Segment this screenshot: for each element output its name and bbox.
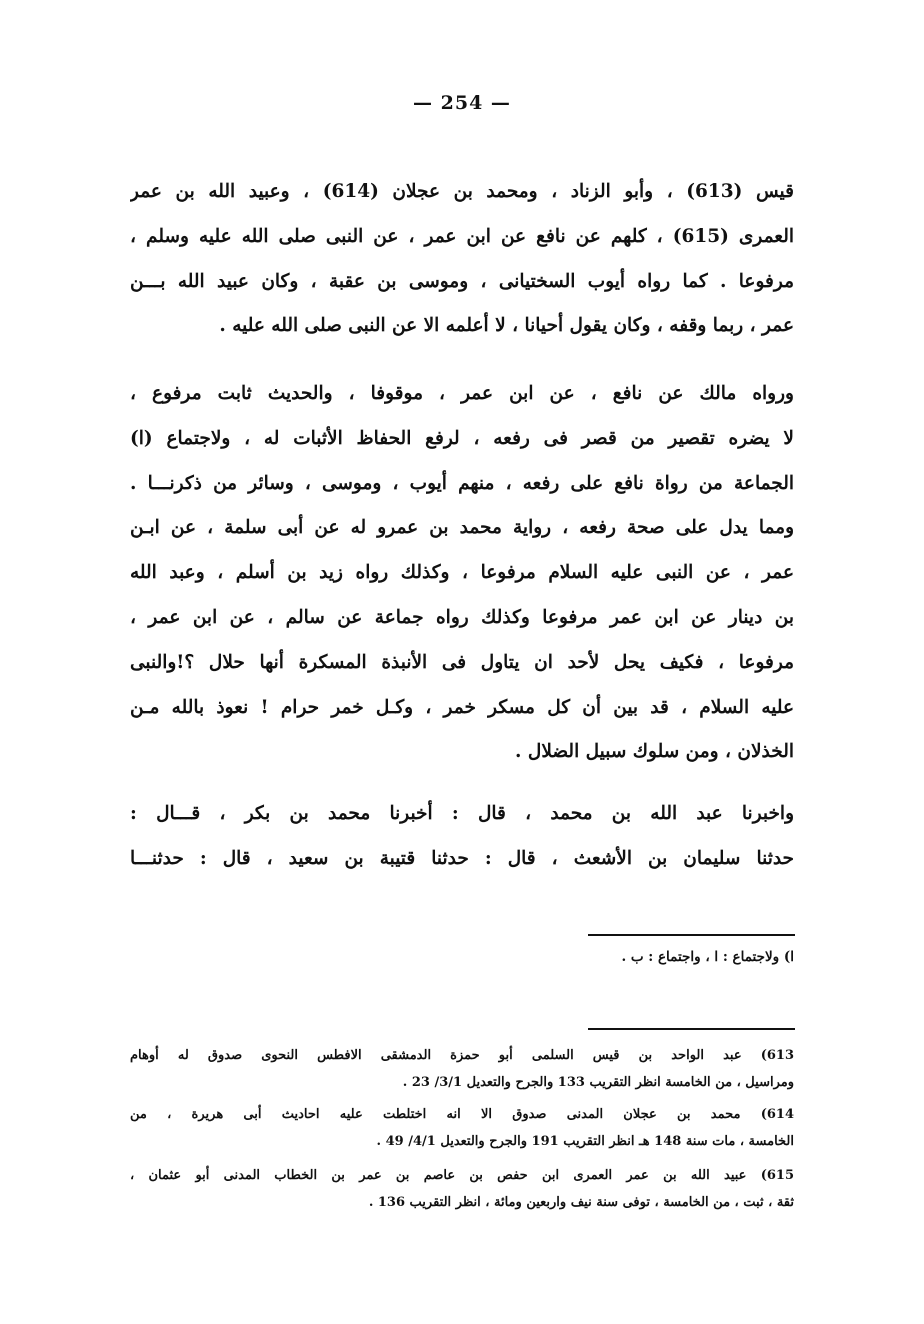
footnote-line: 613) عبد الواحد بن قيس السلمى أبو حمزة الدمشقى الافطس النحوى صدوق له أوهام bbox=[130, 1048, 794, 1063]
footnote-line: ومراسيل ، من الخامسة انظر التقريب 133 والجرح والتعديل 3/1/ 23 . bbox=[402, 1075, 794, 1090]
footnote-614 bbox=[130, 1101, 794, 1155]
footnote-line: 615) عبيد الله بن عمر العمرى ابن حفص بن عاصم بن عمر بن الخطاب المدنى أبو عثمان ، bbox=[130, 1168, 794, 1183]
text-line: ورواه مالك عن نافع ، عن ابن عمر ، موقوفا ، والحديث ثابت مرفوع ، bbox=[130, 383, 794, 404]
footnote-615 bbox=[130, 1162, 794, 1216]
text-line: واخبرنا عبد الله بن محمد ، قال : أخبرنا محمد بن بكر ، قـــال : bbox=[130, 803, 794, 824]
footnotes-divider bbox=[588, 1028, 795, 1030]
text-line: بن دينار عن ابن عمر مرفوعا وكذلك رواه جماعة عن سالم ، عن ابن عمر ، bbox=[130, 606, 794, 628]
paragraph-1 bbox=[130, 170, 794, 349]
footnote-line: ثقة ، ثبت ، من الخامسة ، توفى سنة نيف واربعين ومائة ، انظر التقريب 136 . bbox=[368, 1195, 794, 1210]
text-line: قيس (613) ، وأبو الزناد ، ومحمد بن عجلان (614) ، وعبيد الله بن عمر bbox=[130, 181, 794, 202]
text-line: الخذلان ، ومن سلوك سبيل الضلال . bbox=[515, 741, 794, 763]
text-line: حدثنا سليمان بن الأشعث ، قال : حدثنا قتيبة بن سعيد ، قال : حدثنـــا bbox=[130, 847, 794, 869]
footnote-line: الخامسة ، مات سنة 148 هـ انظر التقريب 191 والجرح والتعديل 4/1/ 49 . bbox=[376, 1134, 794, 1149]
text-line: عليه السلام ، قد بين أن كل مسكر خمر ، وكـل خمر حرام ! نعوذ بالله مـن bbox=[130, 696, 794, 718]
text-line: العمرى (615) ، كلهم عن نافع عن ابن عمر ، عن النبى صلى الله عليه وسلم ، bbox=[130, 225, 794, 247]
text-line: مرفوعا . كما رواه أيوب السختيانى ، وموسى بن عقبة ، وكان عبيد الله بـــن bbox=[130, 270, 794, 292]
text-line: عمر ، عن النبى عليه السلام مرفوعا ، وكذلك رواه زيد بن أسلم ، وعبد الله bbox=[130, 562, 794, 584]
text-line: ومما يدل على صحة رفعه ، رواية محمد بن عمرو له عن أبى سلمة ، عن ابـن bbox=[130, 517, 794, 539]
text-line: عمر ، ربما وقفه ، وكان يقول أحيانا ، لا أعلمه الا عن النبى صلى الله عليه . bbox=[219, 315, 794, 337]
text-line: الجماعة من رواة نافع على رفعه ، منهم أيوب ، وموسى ، وسائر من ذكرنـــا . bbox=[130, 472, 794, 494]
apparatus-note: ا) ولاجتماع : ا ، واجتماع : ب . bbox=[621, 949, 794, 965]
text-line: لا يضره تقصير من قصر فى رفعه ، لرفع الحفاظ الأثبات له ، ولاجتماع (ا) bbox=[130, 427, 794, 449]
paragraph-3 bbox=[130, 792, 794, 882]
text-line: مرفوعا ، فكيف يحل لأحد ان يتاول فى الأنبذة المسكرة أنها حلال ؟!والنبى bbox=[130, 651, 794, 673]
page-number: — 254 — bbox=[413, 92, 511, 114]
paragraph-2 bbox=[130, 372, 794, 775]
footnote-613 bbox=[130, 1042, 794, 1096]
footnote-line: 614) محمد بن عجلان المدنى صدوق الا انه اختلطت عليه احاديث أبى هريرة ، من bbox=[130, 1107, 794, 1122]
apparatus-divider bbox=[588, 934, 795, 936]
